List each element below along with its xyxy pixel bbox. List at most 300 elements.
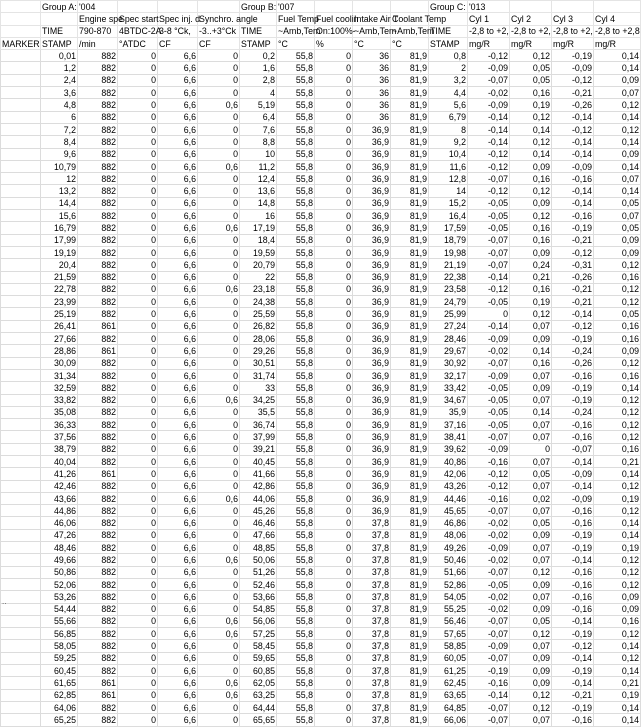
table-cell[interactable] <box>594 1 641 13</box>
table-cell[interactable]: 0 <box>315 529 353 541</box>
table-cell[interactable]: 55,8 <box>277 123 315 135</box>
table-cell[interactable]: 81,9 <box>391 136 429 148</box>
table-cell[interactable]: 55,8 <box>277 148 315 160</box>
table-cell[interactable]: 882 <box>78 566 118 578</box>
table-cell[interactable]: 4,8 <box>41 99 78 111</box>
table-cell[interactable]: 0,09 <box>510 603 552 615</box>
table-cell[interactable]: 0,07 <box>510 554 552 566</box>
table-cell[interactable]: 0,19 <box>594 542 641 554</box>
table-cell[interactable]: 0 <box>118 652 158 664</box>
table-cell[interactable]: 55,8 <box>277 665 315 677</box>
table-cell[interactable]: -0,21 <box>552 87 594 99</box>
table-cell[interactable] <box>1 74 41 86</box>
table-cell[interactable]: 882 <box>78 603 118 615</box>
table-cell[interactable]: 22,38 <box>429 271 468 283</box>
table-cell[interactable]: 18,79 <box>429 234 468 246</box>
table-cell[interactable]: -0,16 <box>552 505 594 517</box>
table-cell[interactable]: 46,86 <box>429 517 468 529</box>
table-cell[interactable]: 0,01 <box>41 50 78 62</box>
table-cell[interactable]: 0,12 <box>594 652 641 664</box>
table-cell[interactable]: 0,14 <box>594 701 641 713</box>
table-cell[interactable]: -0,14 <box>552 148 594 160</box>
table-cell[interactable] <box>1 99 41 111</box>
table-cell[interactable]: -0,14 <box>552 185 594 197</box>
table-cell[interactable]: -0,07 <box>468 259 510 271</box>
table-cell[interactable]: 0 <box>118 271 158 283</box>
table-cell[interactable]: 0 <box>198 246 240 258</box>
table-cell[interactable]: 0,14 <box>594 160 641 172</box>
table-cell[interactable]: -0,07 <box>468 566 510 578</box>
table-cell[interactable] <box>1 234 41 246</box>
table-cell[interactable]: 0,07 <box>510 542 552 554</box>
table-cell[interactable]: 37,16 <box>429 419 468 431</box>
table-cell[interactable]: 30,09 <box>41 357 78 369</box>
table-cell[interactable]: 0 <box>198 271 240 283</box>
table-cell[interactable] <box>1 345 41 357</box>
table-cell[interactable]: 0 <box>315 173 353 185</box>
table-cell[interactable]: -0,14 <box>468 320 510 332</box>
table-cell[interactable]: -0,09 <box>552 468 594 480</box>
table-cell[interactable]: 0,12 <box>594 419 641 431</box>
table-cell[interactable]: 0 <box>118 87 158 99</box>
table-cell[interactable]: 0 <box>118 640 158 652</box>
table-cell[interactable]: 55,8 <box>277 234 315 246</box>
table-cell[interactable]: 55,25 <box>429 603 468 615</box>
table-cell[interactable] <box>1 603 41 615</box>
table-cell[interactable]: 0,12 <box>594 259 641 271</box>
table-cell[interactable]: 0 <box>118 357 158 369</box>
table-cell[interactable]: °C <box>353 37 391 49</box>
table-cell[interactable]: 9,6 <box>41 148 78 160</box>
table-cell[interactable]: 62,05 <box>240 677 277 689</box>
table-cell[interactable] <box>1 640 41 652</box>
table-cell[interactable] <box>1 271 41 283</box>
table-cell[interactable]: 0 <box>198 443 240 455</box>
table-cell[interactable]: 81,9 <box>391 74 429 86</box>
table-cell[interactable]: 63,25 <box>240 689 277 701</box>
table-cell[interactable] <box>1 136 41 148</box>
table-cell[interactable]: -0,19 <box>552 222 594 234</box>
table-cell[interactable]: -0,12 <box>468 468 510 480</box>
table-cell[interactable]: -0,09 <box>552 160 594 172</box>
table-cell[interactable]: 0,07 <box>510 505 552 517</box>
table-cell[interactable] <box>1 283 41 295</box>
table-cell[interactable]: 0 <box>118 689 158 701</box>
table-cell[interactable]: 0,16 <box>510 173 552 185</box>
table-cell[interactable] <box>1 578 41 590</box>
table-cell[interactable]: 0 <box>468 308 510 320</box>
table-cell[interactable]: 0,12 <box>510 628 552 640</box>
table-cell[interactable]: 6,6 <box>158 566 198 578</box>
table-cell[interactable]: 39,62 <box>429 443 468 455</box>
table-cell[interactable]: 27,66 <box>41 333 78 345</box>
table-cell[interactable]: 36,9 <box>353 296 391 308</box>
table-cell[interactable]: 27,24 <box>429 320 468 332</box>
table-cell[interactable]: Group A: <box>42 1 77 12</box>
table-cell[interactable]: 40,04 <box>41 455 78 467</box>
table-cell[interactable]: 0,05 <box>594 197 641 209</box>
table-cell[interactable]: 882 <box>78 136 118 148</box>
table-cell[interactable]: 6,4 <box>240 111 277 123</box>
table-cell[interactable]: -0,14 <box>552 455 594 467</box>
table-cell[interactable]: 882 <box>78 382 118 394</box>
table-cell[interactable]: -0,31 <box>552 259 594 271</box>
table-cell[interactable]: 55,8 <box>277 517 315 529</box>
table-cell[interactable]: 59,25 <box>41 652 78 664</box>
table-cell[interactable]: 37,8 <box>353 566 391 578</box>
table-cell[interactable]: 0,05 <box>510 62 552 74</box>
table-cell[interactable]: 0,2 <box>240 50 277 62</box>
table-cell[interactable]: 36,9 <box>353 505 391 517</box>
table-cell[interactable]: 882 <box>78 542 118 554</box>
table-cell[interactable]: 36,9 <box>353 185 391 197</box>
table-cell[interactable]: 0 <box>118 529 158 541</box>
table-cell[interactable]: 0 <box>118 394 158 406</box>
table-cell[interactable]: 36,33 <box>41 419 78 431</box>
table-cell[interactable]: 55,8 <box>277 480 315 492</box>
table-cell[interactable]: -0,26 <box>552 357 594 369</box>
table-cell[interactable] <box>1 455 41 467</box>
table-cell[interactable]: 0 <box>315 566 353 578</box>
table-cell[interactable]: 37,8 <box>353 529 391 541</box>
table-cell[interactable]: 81,9 <box>391 271 429 283</box>
table-cell[interactable]: 81,9 <box>391 369 429 381</box>
table-cell[interactable]: 0 <box>315 357 353 369</box>
table-cell[interactable]: 0 <box>118 542 158 554</box>
table-cell[interactable]: 28,86 <box>41 345 78 357</box>
table-cell[interactable]: CF <box>158 37 198 49</box>
table-cell[interactable] <box>510 1 552 13</box>
table-cell[interactable]: -0,07 <box>468 357 510 369</box>
table-cell[interactable]: 37,8 <box>353 640 391 652</box>
table-cell[interactable]: -0,05 <box>468 394 510 406</box>
table-cell[interactable] <box>1 369 41 381</box>
table-cell[interactable]: 0,12 <box>594 566 641 578</box>
table-cell[interactable]: 55,8 <box>277 628 315 640</box>
table-cell[interactable]: 6,6 <box>158 369 198 381</box>
table-cell[interactable] <box>1 246 41 258</box>
table-cell[interactable]: 6,6 <box>158 419 198 431</box>
table-cell[interactable]: 81,9 <box>391 259 429 271</box>
table-cell[interactable]: 2,4 <box>41 74 78 86</box>
table-cell[interactable]: 55,8 <box>277 50 315 62</box>
table-cell[interactable]: 0 <box>118 677 158 689</box>
table-cell[interactable]: -0,02 <box>468 591 510 603</box>
table-cell[interactable]: 0,16 <box>594 271 641 283</box>
table-cell[interactable]: 0 <box>118 259 158 271</box>
table-cell[interactable]: 55,8 <box>277 246 315 258</box>
table-cell[interactable]: 0 <box>315 677 353 689</box>
table-cell[interactable]: 6,6 <box>158 296 198 308</box>
table-cell[interactable]: 6,6 <box>158 148 198 160</box>
table-cell[interactable]: 55,8 <box>277 431 315 443</box>
table-cell[interactable]: 882 <box>78 148 118 160</box>
table-cell[interactable]: '007 <box>277 1 315 13</box>
table-cell[interactable]: 0,09 <box>510 246 552 258</box>
table-cell[interactable]: 882 <box>78 419 118 431</box>
table-cell[interactable]: 6,6 <box>158 382 198 394</box>
table-cell[interactable]: 6,6 <box>158 554 198 566</box>
table-cell[interactable] <box>41 13 78 25</box>
table-cell[interactable]: 0,12 <box>594 357 641 369</box>
table-cell[interactable]: 81,9 <box>391 308 429 320</box>
table-cell[interactable]: 4,4 <box>429 87 468 99</box>
table-cell[interactable]: 60,05 <box>429 652 468 664</box>
table-cell[interactable]: -0,16 <box>552 431 594 443</box>
table-cell[interactable]: 3-8 °Ck, <box>158 25 198 37</box>
table-cell[interactable]: 0,14 <box>594 136 641 148</box>
table-cell[interactable]: 81,9 <box>391 566 429 578</box>
table-cell[interactable]: -0,16 <box>552 210 594 222</box>
table-cell[interactable]: 6,6 <box>158 99 198 111</box>
table-cell[interactable]: 14 <box>429 185 468 197</box>
table-cell[interactable]: 55,8 <box>277 333 315 345</box>
table-cell[interactable]: 0 <box>118 615 158 627</box>
table-cell[interactable]: 0,07 <box>510 640 552 652</box>
table-cell[interactable]: On:100%- <box>316 26 356 37</box>
table-cell[interactable]: 36,9 <box>353 173 391 185</box>
table-cell[interactable]: 0,14 <box>594 62 641 74</box>
table-cell[interactable]: 0,16 <box>594 320 641 332</box>
table-cell[interactable]: 6,6 <box>158 320 198 332</box>
table-cell[interactable]: 48,06 <box>429 529 468 541</box>
table-cell[interactable]: -0,12 <box>468 148 510 160</box>
table-cell[interactable]: 0 <box>118 578 158 590</box>
table-cell[interactable]: 81,9 <box>391 333 429 345</box>
table-cell[interactable]: 0 <box>118 492 158 504</box>
table-cell[interactable]: 0 <box>198 210 240 222</box>
table-cell[interactable] <box>1 320 41 332</box>
table-cell[interactable]: 37,8 <box>353 554 391 566</box>
table-cell[interactable]: 41,26 <box>41 468 78 480</box>
table-cell[interactable]: 12,8 <box>429 173 468 185</box>
table-cell[interactable]: 0 <box>315 333 353 345</box>
table-cell[interactable] <box>118 1 158 13</box>
table-cell[interactable]: 0,12 <box>594 406 641 418</box>
table-cell[interactable]: 42,06 <box>429 468 468 480</box>
table-cell[interactable]: 50,86 <box>41 566 78 578</box>
table-cell[interactable]: 6,79 <box>429 111 468 123</box>
table-cell[interactable]: 36,9 <box>353 210 391 222</box>
table-cell[interactable]: 35,5 <box>240 406 277 418</box>
table-cell[interactable]: -0,14 <box>468 689 510 701</box>
table-cell[interactable]: -0,07 <box>468 234 510 246</box>
table-cell[interactable]: 1,2 <box>41 62 78 74</box>
table-cell[interactable]: -0,12 <box>552 123 594 135</box>
table-cell[interactable]: 39,21 <box>240 443 277 455</box>
table-cell[interactable]: 6,6 <box>158 62 198 74</box>
table-cell[interactable]: 66,06 <box>429 714 468 726</box>
table-cell[interactable]: -0,07 <box>468 652 510 664</box>
table-cell[interactable]: 55,8 <box>277 197 315 209</box>
table-cell[interactable]: 31,74 <box>240 369 277 381</box>
table-cell[interactable]: 882 <box>78 283 118 295</box>
table-cell[interactable]: 0,16 <box>594 443 641 455</box>
table-cell[interactable]: 54,85 <box>240 603 277 615</box>
table-cell[interactable]: 0,09 <box>510 578 552 590</box>
table-cell[interactable]: 55,8 <box>277 578 315 590</box>
table-cell[interactable]: 0,12 <box>510 210 552 222</box>
table-cell[interactable]: 3,6 <box>41 87 78 99</box>
table-cell[interactable] <box>1 505 41 517</box>
table-cell[interactable]: 7,2 <box>41 123 78 135</box>
table-cell[interactable]: 882 <box>78 99 118 111</box>
table-cell[interactable]: -3..+3°Ck <box>198 25 240 37</box>
table-cell[interactable]: 6,6 <box>158 578 198 590</box>
table-cell[interactable]: 6,6 <box>158 665 198 677</box>
table-cell[interactable]: 57,65 <box>429 628 468 640</box>
table-cell[interactable]: 46,46 <box>240 517 277 529</box>
table-cell[interactable]: 5,6 <box>429 99 468 111</box>
table-cell[interactable]: -0,21 <box>552 689 594 701</box>
table-cell[interactable]: 0 <box>198 419 240 431</box>
table-cell[interactable]: 6,6 <box>158 628 198 640</box>
table-cell[interactable]: 0 <box>118 111 158 123</box>
table-cell[interactable]: 62,85 <box>41 689 78 701</box>
table-cell[interactable]: 36,9 <box>353 160 391 172</box>
table-cell[interactable]: 81,9 <box>391 246 429 258</box>
table-cell[interactable]: 33,42 <box>429 382 468 394</box>
table-cell[interactable]: 6,6 <box>158 701 198 713</box>
table-cell[interactable] <box>391 1 429 13</box>
table-cell[interactable]: 0 <box>315 222 353 234</box>
table-cell[interactable]: mg/R <box>510 37 552 49</box>
table-cell[interactable]: 31,34 <box>41 369 78 381</box>
table-cell[interactable]: 37,8 <box>353 628 391 640</box>
table-cell[interactable]: 36 <box>353 87 391 99</box>
table-cell[interactable]: 55,8 <box>277 357 315 369</box>
table-cell[interactable]: mg/R <box>552 37 594 49</box>
table-cell[interactable]: 81,9 <box>391 628 429 640</box>
table-cell[interactable]: 37,8 <box>353 615 391 627</box>
table-cell[interactable]: 0 <box>118 701 158 713</box>
table-cell[interactable]: 882 <box>78 492 118 504</box>
table-cell[interactable]: 882 <box>78 296 118 308</box>
table-cell[interactable]: 55,8 <box>277 136 315 148</box>
table-cell[interactable]: 23,18 <box>240 283 277 295</box>
table-cell[interactable]: % <box>315 37 353 49</box>
table-cell[interactable]: 0,07 <box>510 369 552 381</box>
table-cell[interactable]: 861 <box>78 677 118 689</box>
table-cell[interactable]: -0,14 <box>552 111 594 123</box>
table-cell[interactable]: STAMP <box>41 37 78 49</box>
table-cell[interactable]: 0 <box>118 517 158 529</box>
table-cell[interactable]: 0 <box>315 345 353 357</box>
table-cell[interactable]: 0 <box>315 111 353 123</box>
table-cell[interactable]: -0,07 <box>468 714 510 726</box>
table-cell[interactable]: 882 <box>78 455 118 467</box>
table-cell[interactable]: 861 <box>78 468 118 480</box>
table-cell[interactable]: 30,92 <box>429 357 468 369</box>
table-cell[interactable]: -0,14 <box>468 271 510 283</box>
table-cell[interactable]: 6,6 <box>158 136 198 148</box>
table-cell[interactable]: 37,8 <box>353 689 391 701</box>
table-cell[interactable]: 0,09 <box>510 197 552 209</box>
table-cell[interactable] <box>1 677 41 689</box>
table-cell[interactable]: 882 <box>78 357 118 369</box>
table-cell[interactable]: 0,16 <box>594 615 641 627</box>
table-cell[interactable]: 882 <box>78 173 118 185</box>
table-cell[interactable]: 55,8 <box>277 714 315 726</box>
table-cell[interactable] <box>1 50 41 62</box>
table-cell[interactable]: -0,12 <box>468 480 510 492</box>
table-cell[interactable]: 0,14 <box>594 50 641 62</box>
table-cell[interactable]: 0,6 <box>198 677 240 689</box>
table-cell[interactable]: 81,9 <box>391 210 429 222</box>
table-cell[interactable]: 13,2 <box>41 185 78 197</box>
table-cell[interactable]: 55,8 <box>277 259 315 271</box>
table-cell[interactable]: -0,16 <box>552 419 594 431</box>
table-cell[interactable]: 55,8 <box>277 603 315 615</box>
table-cell[interactable]: 0,07 <box>510 394 552 406</box>
table-cell[interactable]: 20,79 <box>240 259 277 271</box>
table-cell[interactable]: Fuel Temp <box>278 13 319 24</box>
table-cell[interactable]: ~Amb,Tem <box>278 26 321 37</box>
table-cell[interactable]: Cyl 3 <box>552 13 594 25</box>
table-cell[interactable]: 16,79 <box>41 222 78 234</box>
table-cell[interactable]: -0,19 <box>552 50 594 62</box>
table-cell[interactable]: 55,8 <box>277 419 315 431</box>
table-cell[interactable]: 0 <box>198 468 240 480</box>
table-cell[interactable]: 6,6 <box>158 529 198 541</box>
table-cell[interactable]: 0,07 <box>510 320 552 332</box>
table-cell[interactable] <box>1 419 41 431</box>
table-cell[interactable]: 0,12 <box>594 123 641 135</box>
table-cell[interactable]: 0 <box>315 210 353 222</box>
table-cell[interactable]: 0 <box>315 701 353 713</box>
table-cell[interactable] <box>1 394 41 406</box>
table-cell[interactable]: -2,8 to +2, <box>511 26 551 37</box>
table-cell[interactable]: 2 <box>429 62 468 74</box>
table-cell[interactable] <box>1 357 41 369</box>
table-cell[interactable]: 36,9 <box>353 123 391 135</box>
table-cell[interactable]: 882 <box>78 578 118 590</box>
table-cell[interactable]: 36,9 <box>353 406 391 418</box>
table-cell[interactable]: -0,14 <box>552 652 594 664</box>
table-cell[interactable]: -0,12 <box>552 320 594 332</box>
table-cell[interactable]: 861 <box>78 689 118 701</box>
table-cell[interactable]: 21,59 <box>41 271 78 283</box>
table-cell[interactable]: 37,8 <box>353 591 391 603</box>
table-cell[interactable]: 0 <box>315 246 353 258</box>
table-cell[interactable]: 0,07 <box>510 714 552 726</box>
table-cell[interactable]: -0,09 <box>468 333 510 345</box>
table-cell[interactable]: 17,99 <box>41 234 78 246</box>
table-cell[interactable]: 0,14 <box>594 714 641 726</box>
table-cell[interactable]: 0,07 <box>510 591 552 603</box>
table-cell[interactable]: 18,4 <box>240 234 277 246</box>
table-cell[interactable] <box>1 714 41 726</box>
table-cell[interactable]: 34,67 <box>429 394 468 406</box>
table-cell[interactable]: -0,12 <box>552 640 594 652</box>
table-cell[interactable]: 42,46 <box>41 480 78 492</box>
table-cell[interactable]: 38,79 <box>41 443 78 455</box>
table-cell[interactable]: 0 <box>315 136 353 148</box>
table-cell[interactable]: 55,8 <box>277 160 315 172</box>
table-cell[interactable]: 36,9 <box>353 320 391 332</box>
table-cell[interactable]: 882 <box>78 111 118 123</box>
table-cell[interactable]: -0,14 <box>552 677 594 689</box>
table-cell[interactable]: -0,05 <box>468 197 510 209</box>
table-cell[interactable]: 0 <box>118 480 158 492</box>
table-cell[interactable]: 28,06 <box>240 333 277 345</box>
table-cell[interactable]: 0,12 <box>510 689 552 701</box>
table-cell[interactable]: 0 <box>198 578 240 590</box>
table-cell[interactable] <box>1 160 41 172</box>
table-cell[interactable]: 0 <box>198 652 240 664</box>
table-cell[interactable]: -0,12 <box>468 50 510 62</box>
table-cell[interactable]: 0,05 <box>594 222 641 234</box>
